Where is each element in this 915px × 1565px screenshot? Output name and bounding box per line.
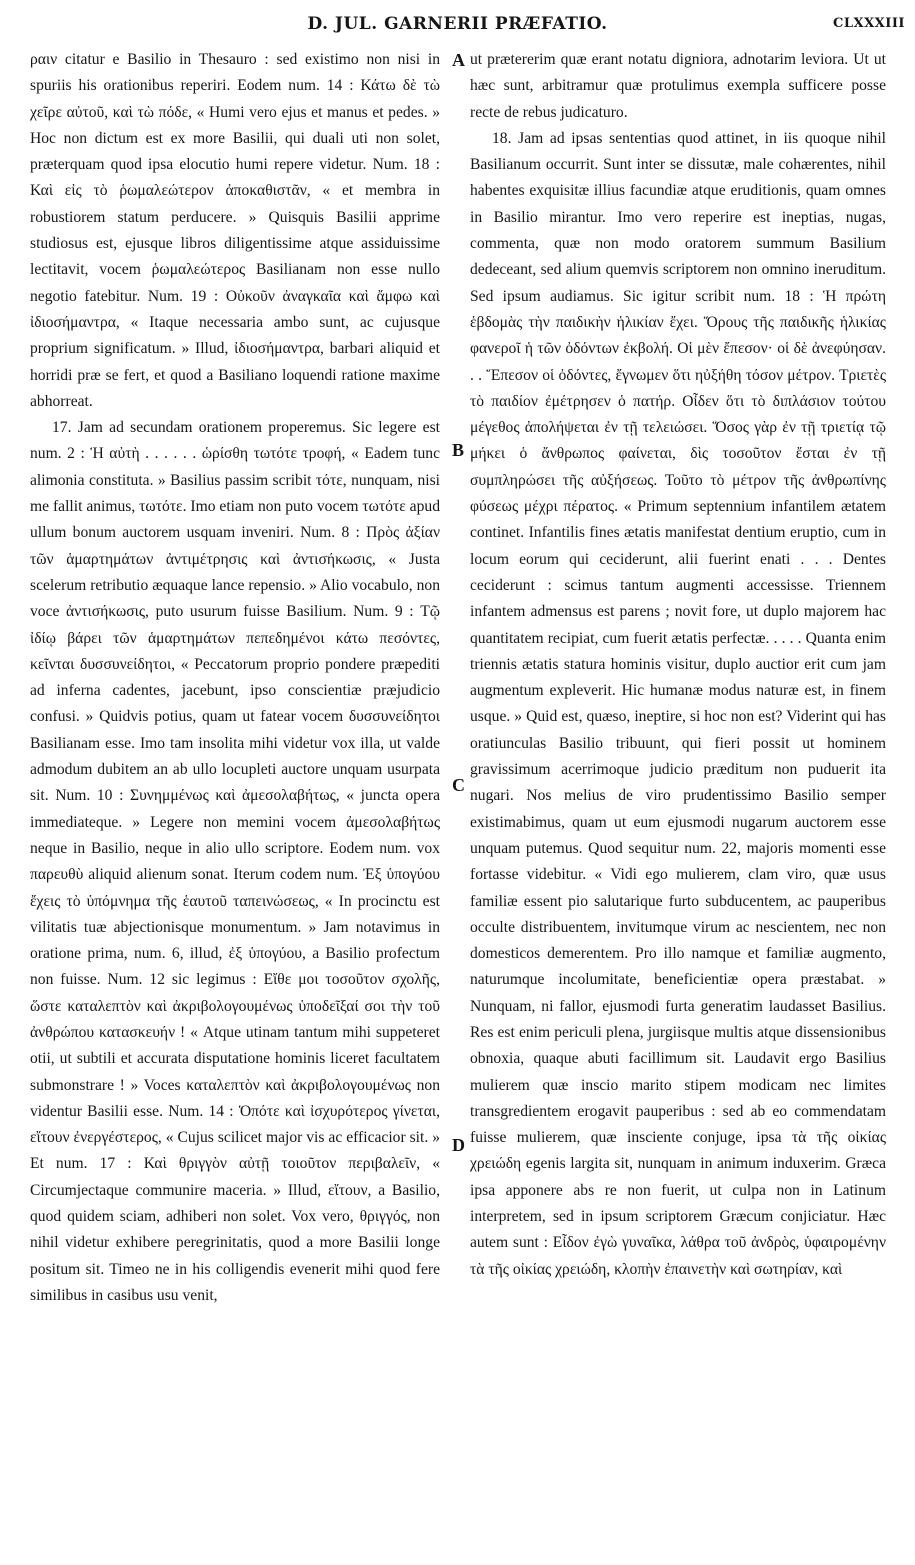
paragraph-continuation: ραιν citatur e Basilio in Thesauro : sed existimo non nisi in spuriis his orationibus reperiri. Eodem num. 14 : Κάτω δὲ τὼ χεῖρε αὐτοῦ, καὶ τὼ πόδε, « Humi vero ejus et manus et pedes. » Hoc non dictum est ex more Basilii, qui duali uti non solet, præterquam quod ipsa elocutio humi repere videtur. Num. 18 : Καὶ εἰς τὸ ῥωμαλεώτερον ἀποκαθιστᾶν, « et membra in robustiorem statum perducere. » Quisquis Basilii apprime studiosus est, ejusque libros diligentissime atque assiduissime lectitavit, vocem ῥωμαλεώτερος Basilianam non esse nullo negotio fatebitur. Num. 19 : Οὐκοῦν ἀναγκαῖα καὶ ἄμφω καὶ ἰδιοσήμαντρα, « Itaque necessaria ambo sunt, ac cujusque proprium significatum. » Illud, ἰδιοσήμαντρα, barbari aliquid et horridi præ se fert, et quod a Basiliano loquendi ratione maxime abhorreat. [30, 51, 440, 410]
paragraph-18: 18. Jam ad ipsas sententias quod attinet, in iis quoque nihil Basilianum occurrit. Sunt inter se dissutæ, male cohærentes, nihil habentes exquisitæ illius facundiæ atque eruditionis, quam omnes in Basilio mirantur. Imo vero reperire est ineptias, nugas, commenta, quæ non modo oratorem summum Basilium dedeceant, sed alium quemvis scriptorem non omnino ineruditum. Sed ipsum audiamus. Sic igitur scribit num. 18 : Ἡ πρώτη ἑβδομὰς τὴν παιδικὴν ἡλικίαν ἔχει. Ὅρους τῆς παιδικῆς ἡλικίας φανεροῖ ἡ τῶν ὀδόντων ἐκβολή. Οἱ μὲν ἔπεσον· οἱ δὲ ἀνεφύησαν. . . Ἔπεσον οἱ ὀδόντες, ἔγνωμεν ὅτι ηὐξήθη τόσον μέτρον. Τριετὲς τὸ παιδίον ἐμέτρησεν ὁ πατήρ. Οἶδεν ὅτι τὸ διπλάσιον τούτου μέγεθος ἀπολήψεται ἐν τῇ τελειώσει. Ὅσος γὰρ ἐν τῇ τριετίᾳ τῷ μήκει ὁ ἄνθρωπος φαίνεται, δὶς τοσοῦτον ἔσται ἐν τῇ συμπληρώσει τῆς αὐξήσεως. Τοῦτο τὸ μέτρον τῆς ἀνθρωπίνης φύσεως μέχρι πέρατος. « Primum septennium infantilem ætatem continet. Infantilis fines ætatis manifestat dentium eruptio, cum in locum eorum qui ceciderunt, alii fuerint enati . . . Dentes ceciderunt : scimus tantum augmenti accessisse. Triennem infantem admensus est parens ; novit fore, ut duplo majorem hac quantitatem recipiat, cum fuerit ætatis perfectæ. . . . . Quanta enim triennis ætatis statura hominis visitur, duplo auctior erit cum jam augmentum expleverit. Hic humanæ modus naturæ est, in finem usque. » Quid est, quæso, ineptire, si hoc non est? Viderint qui has oratiunculas Basilio tribuunt, qui fieri possit ut hominem gravissimum acerrimoque judicio præditum non puduerit ita nugari. Nos melius de viro prudentissimo Basilio semper existimabimus, quam ut eum ejusmodi nugarum auctorem esse unquam putemus. Quod sequitur num. 22, majoris momenti esse fortasse videbitur. « Vidi ego mulierem, clam viro, quæ usus familiæ essent pio salutarique furto subducentem, ac pauperibus occulte distribuentem, invitumque virum ac nescientem, nec non domesticos demerentem. Pro illo namque et familiæ augmento, naturumque incolumitate, beneficientiæ opera præstabat. » Nunquam, ni fallor, ejusmodi furta generatim laudasset Basilius. Res est enim periculi plena, jurgiisque multis atque dissensionibus obnoxia, quaque abuti facillimum sit. Laudavit ergo Basilius mulierem quæ inscio marito stipem modicam nec limites transgredientem erogavit pauperibus : sed ab eo commendatam fuisse mulierem, quæ insciente conjuge, ipsa τὰ τῆς οἰκίας χρειώδη egenis largita sit, nunquam in animum induxerim. Græca ipsa apponere abs re non fuerit, ut culpa non in Latinum interpretem, sed in ipsum scriptorem Græcum conjiciatur. Hæc autem sunt : Εἶδον ἐγὼ γυναῖκα, λάθρα τοῦ ἀνδρὸς, ὑφαιρομένην τὰ τῆς οἰκίας χρειώδη, κλοπὴν ἐπαινετὴν καὶ σωτηρίαν, καὶ [470, 129, 886, 1278]
margin-marker-b: B [452, 440, 465, 460]
margin-marker-c: C [452, 775, 465, 795]
running-title: D. JUL. GARNERII PRÆFATIO. [307, 14, 608, 34]
paragraph-17: 17. Jam ad secundam orationem properemus. Sic legere est num. 2 : Ἡ αὐτὴ . . . . . . ὡρίσθη τωτότε τροφή, « Eadem tunc alimonia constituta. » Basilius passim scribit τότε, nunquam, nisi me fallit animus, τωτότε. Imo etiam non puto vocem τωτότε apud ullum bonum auctorem usquam inveniri. Num. 8 : Πρὸς ἀξίαν τῶν ἁμαρτημάτων ἀντιμέτρησις καὶ ἀντισήκωσις, « Justa scelerum retributio æquaque lance repensio. » Alio vocabulo, non voce ἀντισήκωσις, puto usurum fuisse Basilium. Num. 9 : Τῷ ἰδίῳ βάρει τῶν ἁμαρτημάτων πεπεδημένοι κάτω πεσόντες, κεῖνται δυσσυνείδητοι, « Peccatorum proprio pondere præpediti ad inferna cadentes, jacebunt, ipso conscientiæ præjudicio confusi. » Quidvis potius, quam ut fatear vocem δυσσυνείδητοι Basilianam esse. Imo tam insolita mihi videtur vox illa, ut valde admodum dubitem an ab ullo locupleti auctore unquam usurpata sit. Num. 10 : Συνημμένως καὶ ἀμεσολαβήτως, « juncta opera immediateque. » Legere non memini vocem ἀμεσολαβήτως neque in Basilio, neque in alio ullo scriptore. Eodem num. vox παρευθὺ aliquid alienum sonat. Iterum codem num. Ἐξ ὑπογύου ἔχεις τὸ ὑπόμνημα τῆς ἑαυτοῦ ταπεινώσεως, « In procinctu est vilitatis tuæ abjectionisque monumentum. » Jam notavimus in oratione prima, num. 6, illud, ἐξ ὑπογύου, a Basilio profectum non fuisse. Num. 12 sic legimus : Εἴθε μοι τοσοῦτον σχολῆς, ὥστε καταλεπτὸν καὶ ἀκριβολογουμένως ὑποδεῖξαί σοι τὴν τοῦ ἀνθρώπου κατασκευήν ! « Atque utinam tantum mihi suppeteret otii, ut subtili et accurata disputatione hominis liceret facultatem submonstrare ! » Voces καταλεπτὸν καὶ ἀκριβολογουμένως non videntur Basilii esse. Num. 14 : Ὁπότε καὶ ἰσχυρότερος γίνεται, εἴτουν ἐνεργέστερος, « Cujus scilicet major vis ac efficacior sit. » Et num. 17 : Καὶ θριγγὸν αὐτῇ τοιοῦτον περιβαλεῖν, « Circumjectaque communire maceria. » Illud, εἴτουν, a Basilio, quod quidem sciam, adhiberi non solet. Vox vero, θριγγός, non nihil videtur exhibere peregrinitatis, quod a more Basilii longe positum sit. Timeo ne in his colligendis evenerit mihi quod fere similibus in casibus usu venit, [30, 419, 440, 1304]
left-column [30, 47, 440, 1309]
page-number: CLXXXIII [833, 16, 905, 31]
paragraph-continuation-right: ut prætererim quæ erant notatu digniora, adnotarim leviora. Ut ut hæc sunt, arbitramur quæ protulimus exempla sufficere posse recte de rebus judicaturo. [470, 51, 886, 121]
right-column [470, 47, 886, 1283]
margin-marker-d: D [452, 1135, 465, 1155]
margin-marker-a: A [452, 50, 465, 70]
running-header [0, 14, 915, 40]
